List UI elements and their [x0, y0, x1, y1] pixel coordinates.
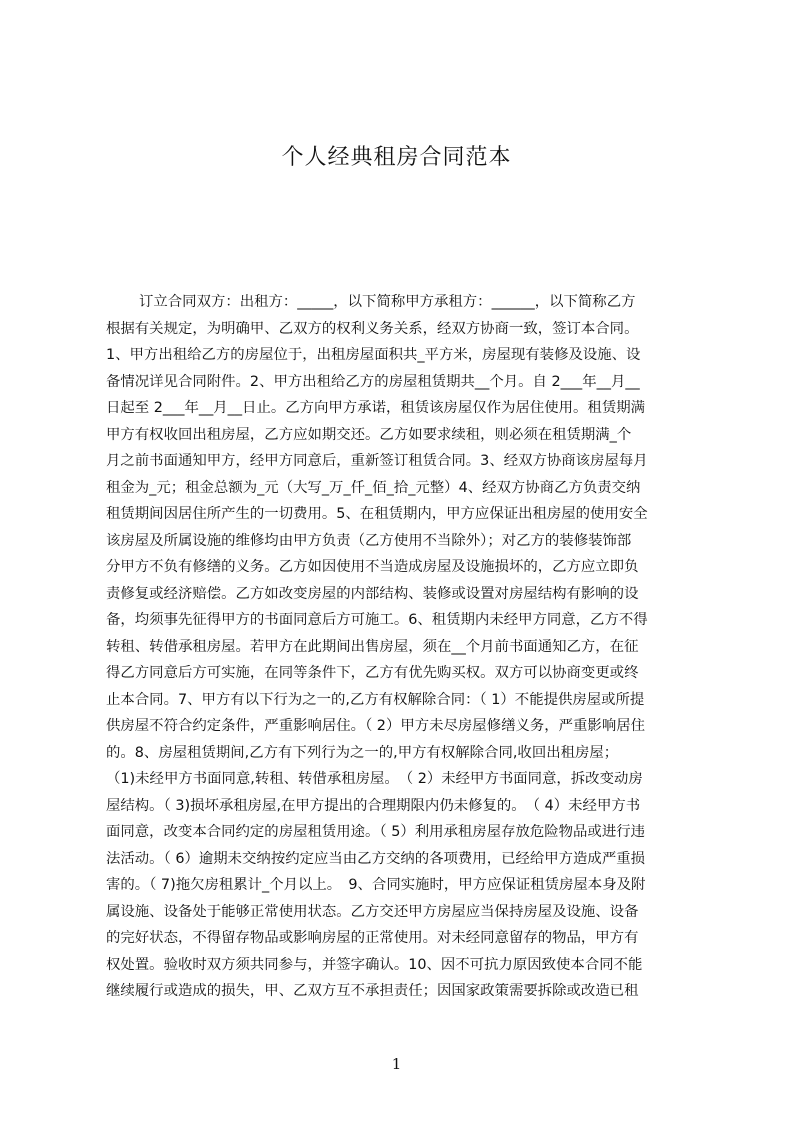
- body-line: 订立合同双方：出租方：_____，以下简称甲方承租方：______，以下简称乙方: [139, 294, 636, 310]
- body-line: 租赁期间因居住所产生的一切费用。5、在租赁期内，甲方应保证出租房屋的使用安全: [106, 506, 648, 522]
- body-line: 备，均须事先征得甲方的书面同意后方可施工。6、租赁期内未经甲方同意，乙方不得: [106, 612, 648, 628]
- body-line: 该房屋及所属设施的维修均由甲方负责（乙方使用不当除外）；对乙方的装修装饰部: [106, 532, 632, 549]
- body-line: 供房屋不符合约定条件，严重影响居住。（ 2）甲方未尽房屋修缮义务，严重影响居住: [106, 718, 645, 734]
- body-line: 面同意，改变本合同约定的房屋租赁用途。（ 5）利用承租房屋存放危险物品或进行违: [106, 824, 645, 840]
- body-line: 继续履行或造成的损失，甲、乙双方互不承担责任；因国家政策需要拆除或改造已租: [106, 983, 639, 999]
- body-line: （1)未经甲方书面同意,转租、转借承租房屋。 （ 2）未经甲方书面同意，拆改变动房: [106, 771, 643, 787]
- body-line: 转租、转借承租房屋。若甲方在此期间出售房屋，须在__个月前书面通知乙方，在征: [106, 638, 639, 655]
- body-line: 责修复或经济赔偿。乙方如改变房屋的内部结构、装修或设置对房屋结构有影响的设: [106, 585, 639, 602]
- body-line: 月之前书面通知甲方，经甲方同意后，重新签订租赁合同。3、经双方协商该房屋每月: [106, 453, 648, 469]
- body-line: 的。8、房屋租赁期间,乙方有下列行为之一的,甲方有权解除合同,收回出租房屋；: [106, 744, 619, 761]
- body-line: 法活动。（ 6）逾期未交纳按约定应当由乙方交纳的各项费用，已经给甲方造成严重损: [106, 850, 645, 867]
- body-line: 1、甲方出租给乙方的房屋位于，出租房屋面积共_平方米，房屋现有装修及设施、设: [106, 347, 641, 363]
- body-line: 租金为_元；租金总额为_元（大写_万_仟_佰_拾_元整）4、经双方协商乙方负责交纳: [106, 479, 641, 496]
- body-line: 日起至 2___年__月__日止。乙方向甲方承诺，租赁该房屋仅作为居住使用。租赁期满: [106, 400, 645, 416]
- body-line: 分甲方不负有修缮的义务。乙方如因使用不当造成房屋及设施损坏的，乙方应立即负: [106, 559, 639, 575]
- body-line: 甲方有权收回出租房屋，乙方应如期交还。乙方如要求续租，则必须在租赁期满_个: [106, 426, 632, 443]
- body-line: 止本合同。7、甲方有以下行为之一的,乙方有权解除合同：（ 1）不能提供房屋或所提: [106, 691, 645, 708]
- body-line: 的完好状态，不得留存物品或影响房屋的正常使用。对未经同意留存的物品，甲方有: [106, 930, 639, 946]
- body-line: 根据有关规定，为明确甲、乙双方的权利义务关系，经双方协商一致，签订本合同。: [106, 320, 639, 337]
- body-line: 属设施、设备处于能够正常使用状态。乙方交还甲方房屋应当保持房屋及设施、设备: [106, 903, 639, 920]
- document-body: [106, 289, 699, 1029]
- body-line: 屋结构。（ 3)损坏承租房屋,在甲方提出的合理期限内仍未修复的。 （ 4）未经甲方书: [106, 797, 641, 814]
- document-title: 个人经典租房合同范本: [281, 145, 512, 170]
- body-line: 得乙方同意后方可实施，在同等条件下，乙方有优先购买权。双方可以协商变更或终: [106, 665, 639, 681]
- page-number: 1: [391, 1055, 402, 1073]
- body-line: 权处置。验收时双方须共同参与，并签字确认。10、因不可抗力原因致使本合同不能: [106, 956, 643, 973]
- body-line: 害的。（ 7)拖欠房租累计_个月以上。 9、合同实施时，甲方应保证租赁房屋本身及附: [106, 877, 646, 893]
- body-line: 备情况详见合同附件。2、甲方出租给乙方的房屋租赁期共__个月。自 2___年__月__: [106, 373, 640, 390]
